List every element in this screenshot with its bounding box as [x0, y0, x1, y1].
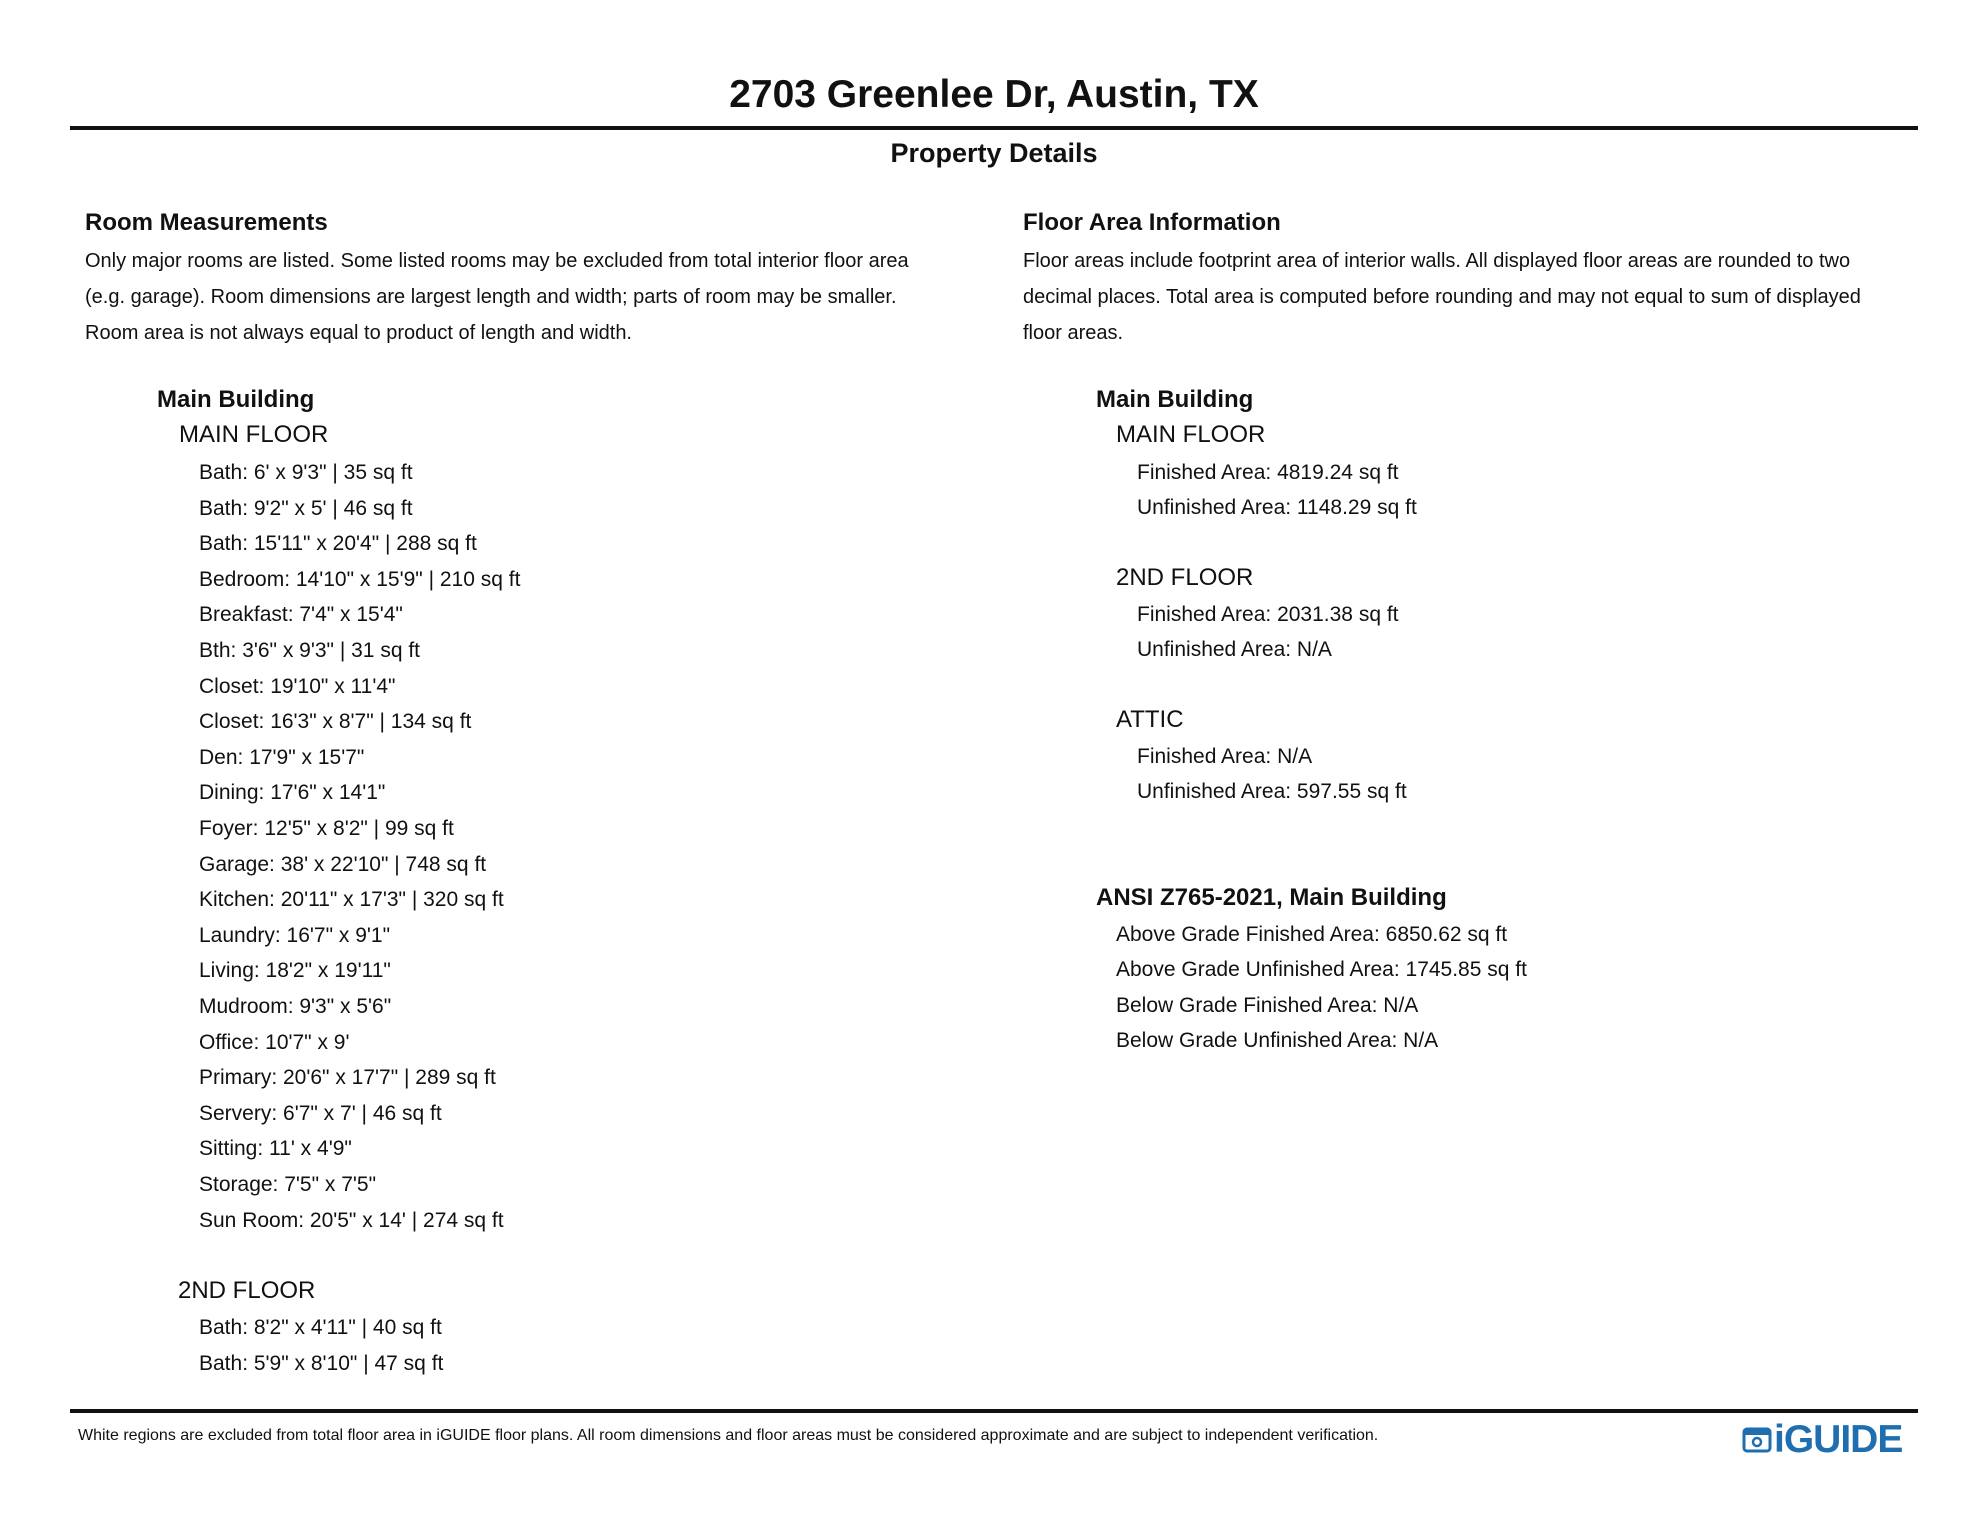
ansi-heading: ANSI Z765-2021, Main Building — [1096, 884, 1447, 911]
room-item: Garage: 38' x 22'10" | 748 sq ft — [199, 852, 487, 876]
ansi-line: Below Grade Unfinished Area: N/A — [1116, 1029, 1439, 1052]
area-main-floor-finished: Finished Area: 4819.24 sq ft — [1137, 461, 1399, 484]
floor-area-heading: Floor Area Information — [1023, 209, 1281, 236]
room-item: Closet: 16'3" x 8'7" | 134 sq ft — [199, 710, 472, 734]
room-item: Den: 17'9" x 15'7" — [199, 745, 365, 769]
floor-area-section — [1023, 207, 1928, 351]
room-item: Laundry: 16'7" x 9'1" — [199, 923, 391, 947]
room-item: Mudroom: 9'3" x 5'6" — [199, 995, 392, 1018]
iguide-logo-icon — [1742, 1425, 1772, 1455]
footer-disclaimer: White regions are excluded from total floor area in iGUIDE floor plans. All room dimensions and floor areas must be considered approximate and are subject to independent verification. — [78, 1427, 1379, 1444]
ansi-line: Below Grade Finished Area: N/A — [1116, 994, 1419, 1017]
room-item: Bath: 6' x 9'3" | 35 sq ft — [199, 461, 413, 484]
room-item: Office: 10'7" x 9' — [199, 1030, 350, 1054]
footer-rule — [70, 1409, 1918, 1413]
room-item: Bath: 8'2" x 4'11" | 40 sq ft — [199, 1316, 442, 1339]
area-attic-finished: Finished Area: N/A — [1137, 745, 1313, 768]
floor-area-description: Floor areas include footprint area of interior walls. All displayed floor areas are rounded to two decimal places. Total area is computed before rounding and may not equal to sum of displayed floor areas. — [1023, 250, 1861, 344]
area-second-floor-unfinished: Unfinished Area: N/A — [1137, 638, 1332, 661]
room-item: Sitting: 11' x 4'9" — [199, 1137, 352, 1161]
room-measurements-section — [85, 207, 990, 351]
iguide-logo-text: iGUIDE — [1774, 1418, 1903, 1461]
area-second-floor-finished: Finished Area: 2031.38 sq ft — [1137, 603, 1399, 626]
iguide-logo — [1742, 1420, 1902, 1460]
area-building-heading: Main Building — [1096, 386, 1254, 413]
room-item: Bth: 3'6" x 9'3" | 31 sq ft — [199, 639, 421, 662]
ansi-line: Above Grade Unfinished Area: 1745.85 sq ft — [1116, 958, 1527, 981]
room-item: Foyer: 12'5" x 8'2" | 99 sq ft — [199, 817, 454, 840]
room-measurements-description: Only major rooms are listed. Some listed rooms may be excluded from total interior floor area (e.g. garage). Room dimensions are largest length and width; parts of room may be smaller. Room area is not always equal to product of length and width. — [85, 250, 909, 344]
room-item: Dining: 17'6" x 14'1" — [199, 781, 386, 805]
area-second-floor-label: 2ND FLOOR — [1116, 564, 1254, 591]
room-measurements-heading: Room Measurements — [85, 209, 328, 236]
room-item: Storage: 7'5" x 7'5" — [199, 1173, 377, 1196]
area-attic-unfinished: Unfinished Area: 597.55 sq ft — [1137, 780, 1407, 803]
room-main-floor-label: MAIN FLOOR — [179, 421, 329, 448]
room-item: Bedroom: 14'10" x 15'9" | 210 sq ft — [199, 567, 521, 591]
room-item: Sun Room: 20'5" x 14' | 274 sq ft — [199, 1208, 504, 1232]
room-item: Bath: 9'2" x 5' | 46 sq ft — [199, 496, 413, 520]
room-item: Bath: 15'11" x 20'4" | 288 sq ft — [199, 532, 477, 556]
room-item: Closet: 19'10" x 11'4" — [199, 674, 396, 698]
header-rule — [70, 126, 1918, 130]
room-item: Primary: 20'6" x 17'7" | 289 sq ft — [199, 1066, 496, 1090]
area-main-floor-label: MAIN FLOOR — [1116, 421, 1266, 448]
room-second-floor-label: 2ND FLOOR — [178, 1277, 316, 1304]
room-item: Kitchen: 20'11" x 17'3" | 320 sq ft — [199, 888, 504, 912]
room-item: Bath: 5'9" x 8'10" | 47 sq ft — [199, 1351, 444, 1375]
area-attic-label: ATTIC — [1116, 706, 1184, 733]
area-main-floor-unfinished: Unfinished Area: 1148.29 sq ft — [1137, 496, 1417, 519]
room-item: Living: 18'2" x 19'11" — [199, 959, 391, 983]
room-building-heading: Main Building — [157, 386, 315, 413]
page-subtitle: Property Details — [890, 138, 1098, 168]
room-item: Servery: 6'7" x 7' | 46 sq ft — [199, 1101, 442, 1125]
room-item: Breakfast: 7'4" x 15'4" — [199, 603, 403, 627]
page-title: 2703 Greenlee Dr, Austin, TX — [729, 73, 1259, 116]
ansi-line: Above Grade Finished Area: 6850.62 sq ft — [1116, 923, 1508, 946]
